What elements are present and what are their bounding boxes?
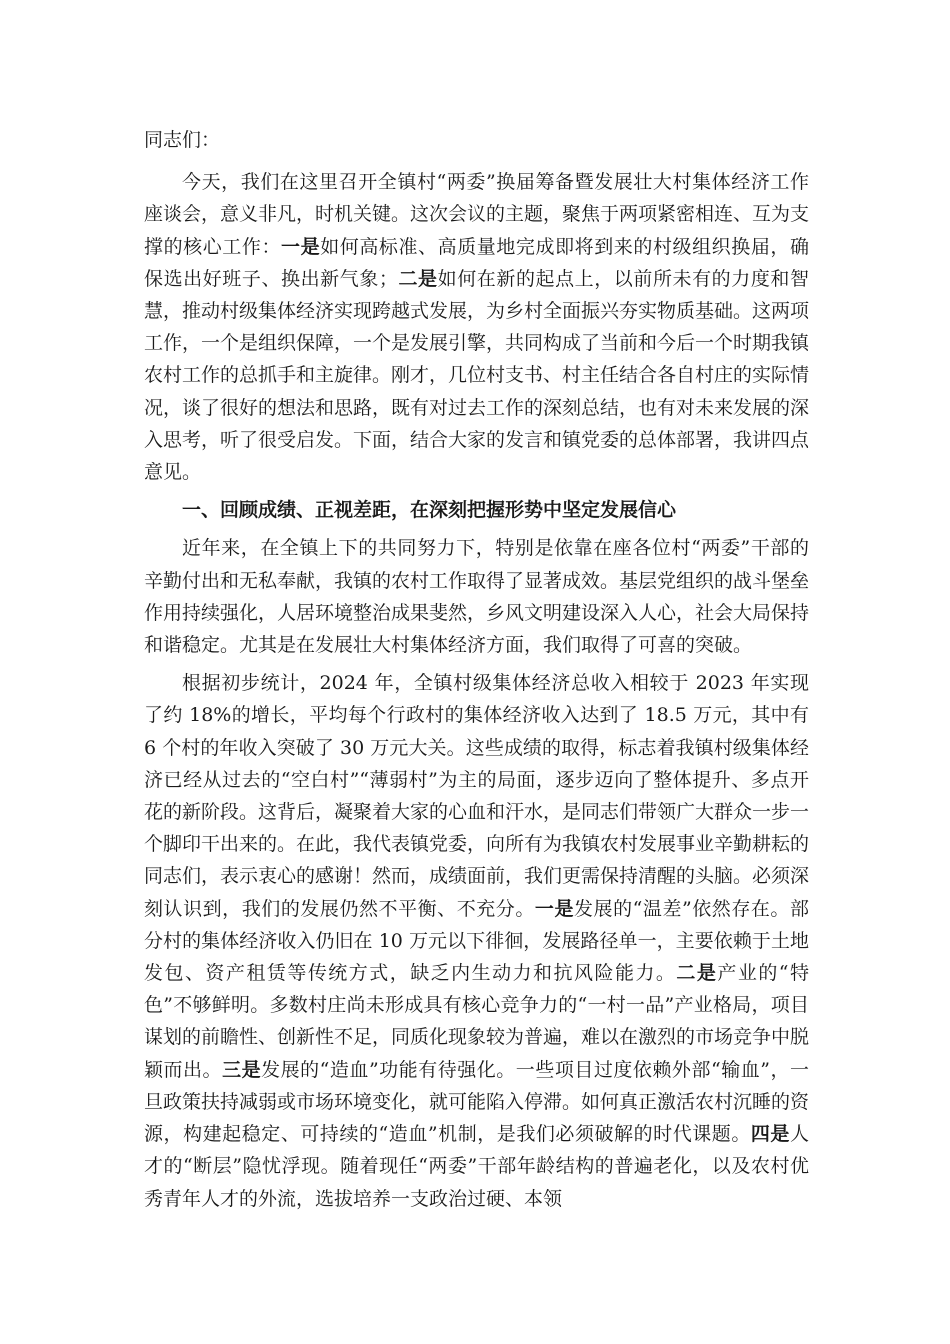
paragraph-achievements: 近年来，在全镇上下的共同努力下，特别是依靠在座各位村“两委”干部的辛勤付出和无私奉献，我镇的农村工作取得了显著成效。基层党组织的战斗堡垒作用持续强化，人居环境整治成果斐然，乡风文明建设深入人心，社会大局保持和谐稳定。尤其是在发展壮大村集体经济方面，我们取得了可喜的突破。 [144, 537, 810, 657]
document-body [144, 124, 809, 1215]
section-heading-1: 一、回顾成绩、正视差距，在深刻把握形势中坚定发展信心 [182, 499, 677, 522]
text-run: 如何在新的起点上，以前所未有的力度和智慧，推动村级集体经济实现跨越式发展，为乡村全面振兴夯实物质基础。这两项工作，一个是组织保障，一个是发展引擎，共同构成了当前和今后一个时期我镇农村工作的总抓手和主旋律。刚才，几位村支书、村主任结合各自村庄的实际情况，谈了很好的想法和思路，既有对过去工作的深刻总结，也有对未来发展的深入思考，听了很受启发。下面，结合大家的发言和镇党委的总体部署，我讲四点意见。 [144, 267, 810, 484]
bold-marker: 三是 [222, 1058, 262, 1081]
greeting: 同志们： [144, 129, 221, 151]
paragraph-statistics [144, 667, 809, 1214]
bold-marker: 一是 [534, 897, 574, 920]
bold-marker: 二是 [397, 267, 438, 290]
text-run: 人才的“断层”隐忧浮现。随着现任“两委”干部年龄结构的普遍老化，以及农村优秀青年人才的外流，选拔培养一支政治过硬、本领 [144, 1123, 809, 1210]
text-run: 发展的“造血”功能有待强化。一些项目过度依赖外部“输血”，一旦政策扶持减弱或市场环境变化，就可能陷入停滞。如何真正激活农村沉睡的资源，构建起稳定、可持续的“造血”机制，是我们必须破解的时代课题。 [144, 1058, 810, 1146]
bold-marker: 二是 [676, 962, 718, 985]
text-run: 根据初步统计，2024 年，全镇村级集体经济总收入相较于 2023 年实现了约 18%的增长，平均每个行政村的集体经济收入达到了 18.5 万元，其中有 6 个村的年收入突破了 30 万元大关。这些成绩的取得，标志着我镇村级集体经济已经从过去的“空白村”“薄弱村”为主的局面，逐步迈向了整体提升、多点开花的新阶段。这背后，凝聚着大家的心血和汗水，是同志们带领广大群众一步一个脚印干出来的。在此，我代表镇党委，向所有为我镇农村发展事业辛勤耕耘的同志们，表示衷心的感谢！然而，成绩面前，我们更需保持清醒的头脑。必须深刻认识到，我们的发展仍然不平衡、不充分。 [144, 672, 810, 920]
bold-marker: 四是 [750, 1123, 790, 1146]
text-run: 发展的“温差”依然存在。部分村的集体经济收入仍旧在 10 万元以下徘徊，发展路径单一，主要依赖于土地发包、资产租赁等传统方式，缺乏内生动力和抗风险能力。 [144, 897, 809, 985]
paragraph-intro [144, 166, 809, 488]
text-run: 今天，我们在这里召开全镇村“两委”换届筹备暨发展壮大村集体经济工作座谈会，意义非凡，时机关键。这次会议的主题，聚焦于两项紧密相连、互为支撑的核心工作： [144, 171, 810, 258]
text-run: 产业的“特色”不够鲜明。多数村庄尚未形成具有核心竞争力的“一村一品”产业格局，项目谋划的前瞻性、创新性不足，同质化现象较为普遍，难以在激烈的市场竞争中脱颖而出。 [144, 962, 810, 1081]
bold-marker: 一是 [281, 235, 321, 258]
text-run: 如何高标准、高质量地完成即将到来的村级组织换届，确保选出好班子、换出新气象； [144, 235, 809, 290]
